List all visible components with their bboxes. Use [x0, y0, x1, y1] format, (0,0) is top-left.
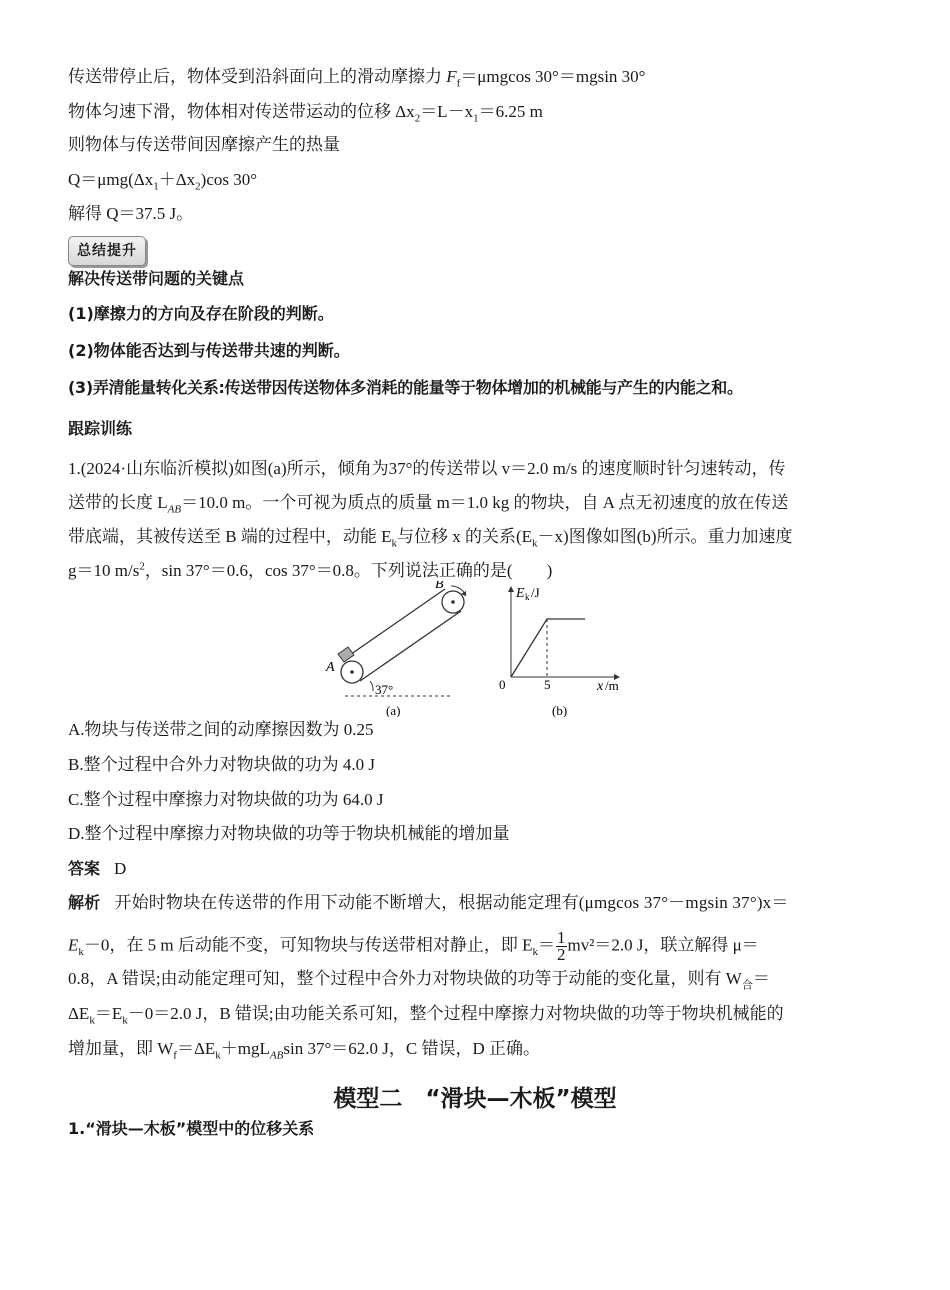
solution-line-4: $Q=\mu mg(\Delta x_1+\Delta x_2)\cos$ 30°	[68, 170, 258, 193]
conveyor-diagram	[325, 581, 466, 717]
y-axis-arrow	[508, 586, 514, 592]
analysis-label: 解析	[68, 893, 101, 912]
caption-b: (b)	[552, 703, 568, 717]
analysis-line-2: $E_k-0$，在 5 m 后动能不变，可知物块与传送带相对静止，即 $E_k=$ $\frac{1}{2}$ mv²＝2.0 J，联立解得 μ＝	[68, 928, 759, 964]
origin-label: 0	[499, 677, 506, 692]
belt-bottom	[360, 611, 461, 681]
ek-curve	[511, 619, 585, 677]
option-d: D.整个过程中摩擦力对物块做的功等于物块机械能的增加量	[68, 824, 510, 843]
question-figure	[68, 581, 882, 717]
summary-point-1: (1)摩擦力的方向及存在阶段的判断。	[68, 304, 334, 323]
fraction-half: $\frac{1}{2}$	[557, 928, 566, 964]
x-tick-5: 5	[544, 677, 551, 692]
figure-svg	[68, 581, 882, 717]
label-point-b: B	[435, 581, 444, 592]
summary-badge-row	[68, 236, 882, 266]
solution-line-1: 传送带停止后，物体受到沿斜面向上的滑动摩擦力 $F_f=\mu mgcos$ 30°＝mgsin 30°	[68, 67, 646, 90]
option-a: A.物块与传送带之间的动摩擦因数为 0.25	[68, 720, 374, 739]
answer-row	[68, 856, 882, 890]
training-heading: 跟踪训练	[68, 419, 133, 438]
question-line-2: 送带的长度 $L_{AB}=10.0$ m。一个可视为质点的质量 m＝1.0 kg 的物块，自 A 点无初速度的放在传送	[68, 493, 789, 516]
summary-point-2: (2)物体能否达到与传送带共速的判断。	[68, 341, 350, 360]
solution-line-2: 物体匀速下滑，物体相对传送带运动的位移 $\Delta x_2=L-x_1=6.25$ m	[68, 102, 543, 125]
y-axis-symbol: E	[516, 586, 525, 601]
summary-badge: 总结提升	[68, 236, 146, 266]
caption-a: (a)	[386, 703, 401, 717]
question-line-1: 1.(2024·山东临沂模拟)如图(a)所示，倾角为37°的传送带以 v＝2.0 m/s 的速度顺时针匀速转动，传	[68, 459, 786, 478]
solution-result: 解得 Q＝37.5 J。	[68, 204, 194, 223]
label-angle: 37°	[375, 682, 394, 697]
label-point-a: A	[326, 660, 335, 675]
answer-label: 答案	[68, 859, 101, 878]
section-title: 模型二 “滑块—木板”模型	[333, 1086, 617, 1112]
analysis-line-5: 增加量，即 $W_f=\Delta E_k+mgL_{AB}\sin$ 37°＝62.0 J，C 错误，D 正确。	[68, 1039, 540, 1062]
ek-x-graph	[499, 585, 620, 717]
x-axis-unit: /m	[605, 678, 619, 693]
block	[338, 647, 354, 662]
analysis-line-1: 解析 开始时物块在传送带的作用下动能不断增大，根据动能定理有(μmgcos 37°－mgsin 37°)x＝	[68, 893, 789, 912]
belt-top	[344, 589, 445, 659]
y-axis-subscript: k	[525, 592, 530, 602]
analysis-line-3: 0.8，A 错误;由动能定理可知，整个过程中合外力对物块做的功等于动能的变化量，则有 $W_合=$	[68, 969, 770, 992]
y-axis-unit: /J	[531, 585, 540, 600]
page	[68, 64, 882, 1144]
x-axis-symbol: x	[597, 679, 604, 694]
question-line-4: g＝10 $m/s^2$，sin 37°＝0.6，cos 37°＝0.8。下列说法正确的是( )	[68, 560, 553, 580]
summary-point-3: (3)弄清能量转化关系:传送带因传送物体多消耗的能量等于物体增加的机械能与产生的内能之和。	[68, 378, 743, 397]
section-subheading: 1.“滑块—木板”模型中的位移关系	[68, 1119, 315, 1138]
pulley-a-axle	[350, 670, 354, 674]
solution-line-3: 则物体与传送带间因摩擦产生的热量	[68, 135, 340, 154]
option-c: C.整个过程中摩擦力对物块做的功为 64.0 J	[68, 790, 384, 809]
analysis-line-4: $\Delta E_k=E_k-0=2.0$ J，B 错误;由功能关系可知，整个过程中摩擦力对物块做的功等于物块机械能的	[68, 1004, 784, 1027]
summary-heading: 解决传送带问题的关键点	[68, 269, 245, 288]
question-line-3: 带底端，其被传送至 B 端的过程中，动能 $E_k$与位移 x 的关系$(E_k-x)$图像如图(b)所示。重力加速度	[68, 527, 793, 550]
angle-arc	[370, 681, 373, 691]
pulley-b-axle	[451, 600, 455, 604]
option-b: B.整个过程中合外力对物块做的功为 4.0 J	[68, 755, 375, 774]
answer-value: D	[114, 859, 127, 878]
